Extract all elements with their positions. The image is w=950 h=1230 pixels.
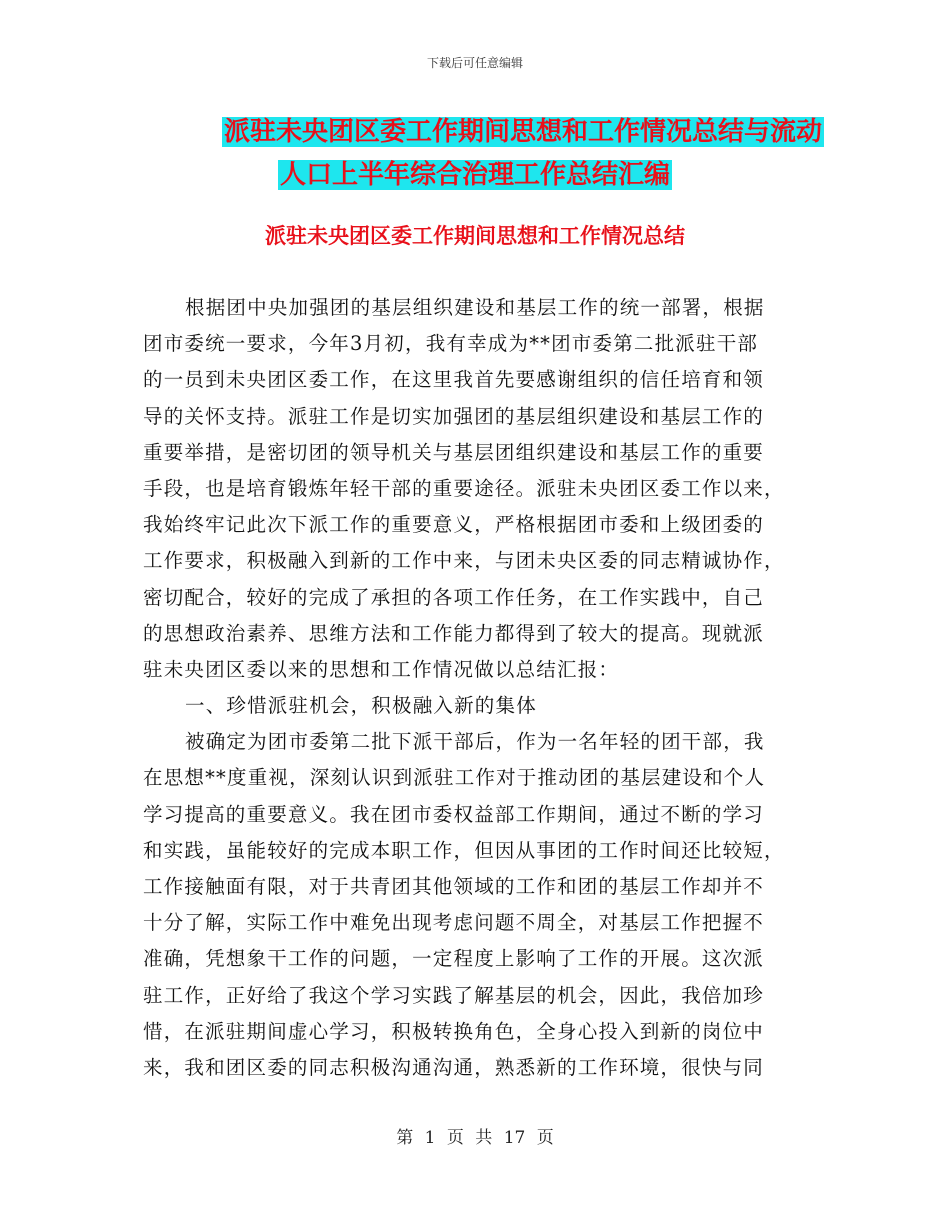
body-line: 的一员到未央团区委工作，在这里我首先要感谢组织的信任培育和领	[143, 368, 765, 392]
body-line: 工作接触面有限，对于共青团其他领域的工作和团的基层工作却并不	[143, 875, 765, 898]
body-line: 驻工作，正好给了我这个学习实践了解基层的机会，因此，我倍加珍	[143, 983, 765, 1007]
body-line: 和实践，虽能较好的完成本职工作，但因从事团的工作时间还比较短，	[143, 838, 785, 862]
body-line: 来，我和团区委的同志积极沟通沟通，熟悉新的工作环境，很快与同	[143, 1055, 765, 1079]
body-line: 在思想**度重视，深刻认识到派驻工作对于推动团的基层建设和个人	[143, 766, 766, 790]
body-line: 十分了解，实际工作中难免出现考虑问题不周全，对基层工作把握不	[143, 911, 765, 935]
body-line: 团市委统一要求，今年3月初，我有幸成为**团市委第二批派驻干部	[143, 332, 759, 356]
body-line: 根据团中央加强团的基层组织建设和基层工作的统一部署，根据	[185, 296, 765, 319]
body-line: 密切配合，较好的完成了承担的各项工作任务，在工作实践中，自己	[143, 585, 765, 609]
body-line: 的思想政治素养、思维方法和工作能力都得到了较大的提高。现就派	[143, 621, 765, 645]
body-line: 准确，凭想象干工作的问题，一定程度上影响了工作的开展。这次派	[143, 947, 765, 971]
body-line: 重要举措，是密切团的领导机关与基层团组织建设和基层工作的重要	[143, 440, 765, 464]
section-heading: 一、珍惜派驻机会，积极融入新的集体	[185, 694, 537, 718]
body-line: 工作要求，积极融入到新的工作中来，与团未央区委的同志精诚协作，	[143, 549, 785, 573]
body-line: 被确定为团市委第二批下派干部后，作为一名年轻的团干部，我	[185, 730, 765, 754]
page-number-footer: 第 1 页 共 17 页	[396, 1128, 554, 1148]
document-body	[143, 290, 808, 1086]
body-line: 导的关怀支持。派驻工作是切实加强团的基层组织建设和基层工作的	[143, 404, 765, 428]
body-line: 手段，也是培育锻炼年轻干部的重要途径。派驻未央团区委工作以来，	[143, 476, 785, 500]
document-title-text-2: 人口上半年综合治理工作总结汇编	[279, 160, 670, 190]
document-title-line-2	[0, 155, 950, 195]
body-line: 惜，在派驻期间虚心学习，积极转换角色，全身心投入到新的岗位中	[143, 1019, 765, 1043]
body-line: 驻未央团区委以来的思想和工作情况做以总结汇报：	[143, 657, 620, 681]
header-note: 下载后可任意编辑	[426, 56, 523, 70]
document-title-line-1	[48, 112, 950, 152]
section-title: 派驻未央团区委工作期间思想和工作情况总结	[265, 224, 685, 248]
document-title-text-1: 派驻未央团区委工作期间思想和工作情况总结与流动	[223, 117, 822, 147]
body-line: 我始终牢记此次下派工作的重要意义，严格根据团市委和上级团委的	[143, 513, 765, 537]
body-line: 学习提高的重要意义。我在团市委权益部工作期间，通过不断的学习	[143, 802, 765, 826]
